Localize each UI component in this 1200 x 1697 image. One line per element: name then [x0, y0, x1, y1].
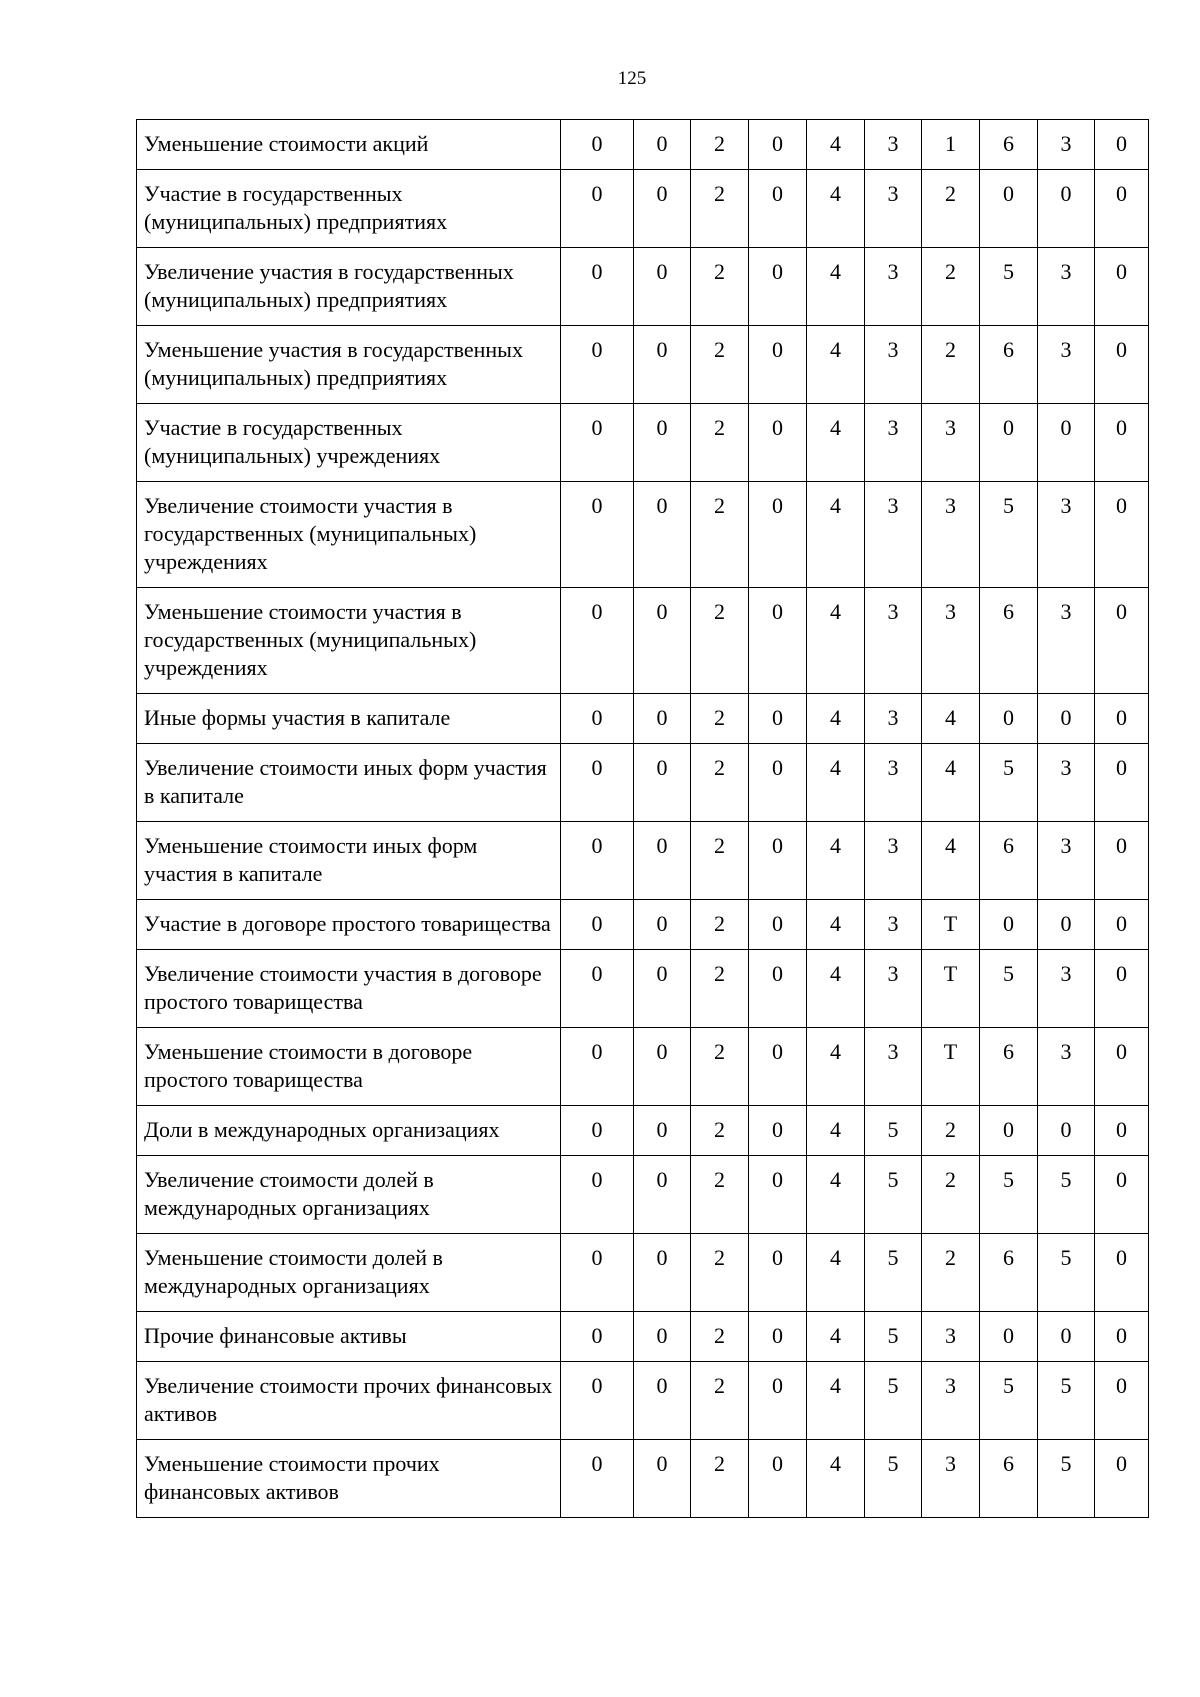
code-digit-cell: 6: [980, 1028, 1038, 1106]
code-digit-cell: 0: [749, 1156, 807, 1234]
code-digit-cell: 4: [807, 1028, 865, 1106]
code-digit-cell: 0: [634, 1312, 691, 1362]
code-digit-cell: 6: [980, 326, 1038, 404]
code-digit-cell: 0: [634, 1106, 691, 1156]
row-name-cell: Доли в международных организациях: [137, 1106, 561, 1156]
row-name-cell: Увеличение стоимости иных форм участия в капитале: [137, 744, 561, 822]
code-digit-cell: 3: [1038, 822, 1095, 900]
code-digit-cell: 3: [865, 950, 922, 1028]
code-digit-cell: 5: [1038, 1362, 1095, 1440]
code-digit-cell: 4: [807, 900, 865, 950]
table-row: [137, 1440, 1149, 1518]
code-digit-cell: 4: [922, 822, 980, 900]
row-name-cell: Участие в государственных (муниципальных) предприятиях: [137, 170, 561, 248]
code-digit-cell: 2: [922, 170, 980, 248]
code-digit-cell: 5: [1038, 1156, 1095, 1234]
code-digit-cell: 6: [980, 1440, 1038, 1518]
row-name-cell: Увеличение стоимости участия в договоре простого товарищества: [137, 950, 561, 1028]
row-name-cell: Увеличение стоимости участия в государственных (муниципальных) учреждениях: [137, 482, 561, 588]
code-digit-cell: 0: [749, 900, 807, 950]
code-digit-cell: 0: [1095, 1234, 1149, 1312]
code-digit-cell: 4: [807, 1440, 865, 1518]
code-digit-cell: 2: [922, 1234, 980, 1312]
code-digit-cell: 5: [865, 1106, 922, 1156]
code-digit-cell: 0: [749, 1234, 807, 1312]
code-digit-cell: 2: [691, 404, 749, 482]
table-row: [137, 1106, 1149, 1156]
code-digit-cell: 3: [865, 326, 922, 404]
code-digit-cell: 4: [807, 120, 865, 170]
code-digit-cell: 4: [807, 1362, 865, 1440]
code-digit-cell: 0: [749, 1440, 807, 1518]
code-digit-cell: 4: [807, 1156, 865, 1234]
code-digit-cell: 0: [1038, 1106, 1095, 1156]
table-row: [137, 588, 1149, 694]
code-digit-cell: 3: [1038, 326, 1095, 404]
code-digit-cell: 0: [749, 1028, 807, 1106]
row-name-cell: Увеличение стоимости прочих финансовых активов: [137, 1362, 561, 1440]
code-digit-cell: 2: [691, 588, 749, 694]
code-digit-cell: 0: [634, 1028, 691, 1106]
code-digit-cell: 2: [691, 822, 749, 900]
code-digit-cell: 0: [561, 588, 634, 694]
code-digit-cell: 0: [749, 744, 807, 822]
code-digit-cell: 3: [1038, 482, 1095, 588]
code-digit-cell: 5: [980, 1156, 1038, 1234]
code-digit-cell: 3: [865, 588, 922, 694]
code-digit-cell: 0: [561, 404, 634, 482]
code-digit-cell: 3: [1038, 120, 1095, 170]
code-digit-cell: 0: [561, 1312, 634, 1362]
code-digit-cell: 3: [1038, 950, 1095, 1028]
code-digit-cell: 2: [691, 248, 749, 326]
table-row: [137, 170, 1149, 248]
code-digit-cell: 5: [1038, 1234, 1095, 1312]
code-digit-cell: 2: [691, 1028, 749, 1106]
code-digit-cell: 2: [691, 1362, 749, 1440]
code-digit-cell: 4: [807, 404, 865, 482]
code-digit-cell: 3: [865, 694, 922, 744]
code-digit-cell: 4: [807, 482, 865, 588]
code-digit-cell: 0: [561, 1028, 634, 1106]
code-digit-cell: 0: [634, 170, 691, 248]
code-digit-cell: 0: [634, 404, 691, 482]
code-digit-cell: 6: [980, 822, 1038, 900]
code-digit-cell: 0: [561, 1234, 634, 1312]
table-row: [137, 1234, 1149, 1312]
code-digit-cell: 5: [865, 1440, 922, 1518]
code-digit-cell: 0: [634, 1362, 691, 1440]
code-digit-cell: 0: [1095, 482, 1149, 588]
row-name-cell: Участие в государственных (муниципальных) учреждениях: [137, 404, 561, 482]
code-digit-cell: 2: [922, 1156, 980, 1234]
code-digit-cell: 0: [561, 1440, 634, 1518]
code-digit-cell: 0: [634, 588, 691, 694]
code-digit-cell: Т: [922, 900, 980, 950]
code-digit-cell: 0: [749, 1106, 807, 1156]
code-digit-cell: 2: [691, 1234, 749, 1312]
table-row: [137, 404, 1149, 482]
code-digit-cell: 2: [922, 248, 980, 326]
code-digit-cell: 0: [980, 694, 1038, 744]
row-name-cell: Уменьшение стоимости в договоре простого товарищества: [137, 1028, 561, 1106]
code-digit-cell: 0: [634, 1234, 691, 1312]
row-name-cell: Участие в договоре простого товарищества: [137, 900, 561, 950]
code-digit-cell: 3: [922, 1312, 980, 1362]
code-digit-cell: 3: [865, 404, 922, 482]
code-digit-cell: 0: [634, 1440, 691, 1518]
row-name-cell: Уменьшение стоимости иных форм участия в капитале: [137, 822, 561, 900]
code-digit-cell: 0: [634, 326, 691, 404]
code-digit-cell: 0: [561, 120, 634, 170]
table-row: [137, 326, 1149, 404]
code-digit-cell: 2: [691, 744, 749, 822]
code-digit-cell: 3: [922, 1362, 980, 1440]
code-digit-cell: 0: [1095, 170, 1149, 248]
code-digit-cell: 0: [980, 900, 1038, 950]
code-digit-cell: 0: [749, 120, 807, 170]
code-digit-cell: 3: [865, 482, 922, 588]
code-digit-cell: Т: [922, 1028, 980, 1106]
table-row: [137, 744, 1149, 822]
code-digit-cell: 0: [749, 404, 807, 482]
table-row: [137, 1156, 1149, 1234]
code-digit-cell: 0: [561, 482, 634, 588]
code-digit-cell: 3: [865, 822, 922, 900]
code-digit-cell: 4: [807, 1234, 865, 1312]
code-digit-cell: 0: [1038, 404, 1095, 482]
code-digit-cell: 0: [749, 326, 807, 404]
code-digit-cell: 0: [980, 404, 1038, 482]
table-row: [137, 1312, 1149, 1362]
code-digit-cell: 4: [922, 694, 980, 744]
code-digit-cell: 5: [1038, 1440, 1095, 1518]
code-digit-cell: 3: [865, 120, 922, 170]
code-digit-cell: 5: [980, 950, 1038, 1028]
row-name-cell: Увеличение участия в государственных (муниципальных) предприятиях: [137, 248, 561, 326]
code-digit-cell: 2: [691, 1440, 749, 1518]
code-digit-cell: 0: [1095, 1028, 1149, 1106]
code-digit-cell: 0: [749, 588, 807, 694]
code-digit-cell: 4: [807, 744, 865, 822]
code-digit-cell: 4: [807, 1106, 865, 1156]
code-digit-cell: 0: [980, 170, 1038, 248]
code-digit-cell: 0: [749, 822, 807, 900]
table-row: [137, 694, 1149, 744]
code-digit-cell: 2: [691, 900, 749, 950]
code-digit-cell: 4: [807, 694, 865, 744]
code-digit-cell: 1: [922, 120, 980, 170]
row-name-cell: Уменьшение стоимости участия в государственных (муниципальных) учреждениях: [137, 588, 561, 694]
code-digit-cell: 3: [922, 404, 980, 482]
code-digit-cell: 0: [561, 1156, 634, 1234]
code-digit-cell: 5: [980, 248, 1038, 326]
code-digit-cell: 0: [634, 248, 691, 326]
code-digit-cell: 2: [691, 1106, 749, 1156]
code-digit-cell: 5: [865, 1234, 922, 1312]
code-digit-cell: 0: [1095, 248, 1149, 326]
code-digit-cell: 0: [980, 1106, 1038, 1156]
code-digit-cell: 0: [749, 950, 807, 1028]
code-digit-cell: 0: [561, 248, 634, 326]
table-row: [137, 248, 1149, 326]
code-digit-cell: 3: [1038, 744, 1095, 822]
code-digit-cell: 0: [561, 950, 634, 1028]
code-digit-cell: 0: [749, 482, 807, 588]
code-digit-cell: 0: [1095, 694, 1149, 744]
table-row: [137, 900, 1149, 950]
table-row: [137, 950, 1149, 1028]
code-digit-cell: 0: [634, 1156, 691, 1234]
code-digit-cell: 4: [807, 326, 865, 404]
code-digit-cell: 0: [634, 950, 691, 1028]
code-digit-cell: 0: [634, 482, 691, 588]
code-digit-cell: 2: [691, 694, 749, 744]
code-digit-cell: 0: [1095, 950, 1149, 1028]
code-digit-cell: 0: [634, 694, 691, 744]
code-digit-cell: 5: [865, 1156, 922, 1234]
row-name-cell: Прочие финансовые активы: [137, 1312, 561, 1362]
code-digit-cell: 0: [1038, 900, 1095, 950]
table-row: [137, 120, 1149, 170]
code-digit-cell: 2: [691, 950, 749, 1028]
classification-table: [136, 119, 1149, 1518]
code-digit-cell: 2: [691, 170, 749, 248]
code-digit-cell: 5: [980, 744, 1038, 822]
code-digit-cell: 3: [922, 482, 980, 588]
code-digit-cell: 3: [922, 588, 980, 694]
code-digit-cell: 0: [561, 1106, 634, 1156]
code-digit-cell: 5: [865, 1312, 922, 1362]
code-digit-cell: 3: [922, 1440, 980, 1518]
table-row: [137, 482, 1149, 588]
code-digit-cell: 5: [980, 1362, 1038, 1440]
code-digit-cell: 0: [561, 744, 634, 822]
code-digit-cell: 2: [922, 1106, 980, 1156]
code-digit-cell: 2: [922, 326, 980, 404]
code-digit-cell: 4: [922, 744, 980, 822]
code-digit-cell: 4: [807, 170, 865, 248]
code-digit-cell: 5: [980, 482, 1038, 588]
code-digit-cell: 0: [749, 248, 807, 326]
code-digit-cell: 4: [807, 1312, 865, 1362]
code-digit-cell: 0: [1095, 1440, 1149, 1518]
code-digit-cell: 0: [634, 744, 691, 822]
code-digit-cell: 2: [691, 1312, 749, 1362]
code-digit-cell: 0: [1095, 1156, 1149, 1234]
row-name-cell: Иные формы участия в капитале: [137, 694, 561, 744]
code-digit-cell: 4: [807, 950, 865, 1028]
code-digit-cell: 3: [865, 1028, 922, 1106]
code-digit-cell: 2: [691, 120, 749, 170]
code-digit-cell: 0: [749, 170, 807, 248]
code-digit-cell: 6: [980, 588, 1038, 694]
code-digit-cell: 0: [1095, 120, 1149, 170]
code-digit-cell: 0: [634, 822, 691, 900]
code-digit-cell: 0: [1095, 404, 1149, 482]
code-digit-cell: 5: [865, 1362, 922, 1440]
code-digit-cell: 0: [561, 900, 634, 950]
code-digit-cell: 0: [749, 1312, 807, 1362]
code-digit-cell: 0: [1038, 1312, 1095, 1362]
row-name-cell: Уменьшение стоимости долей в международных организациях: [137, 1234, 561, 1312]
code-digit-cell: 0: [980, 1312, 1038, 1362]
table-body: [137, 120, 1149, 1518]
row-name-cell: Уменьшение участия в государственных (муниципальных) предприятиях: [137, 326, 561, 404]
code-digit-cell: 0: [1038, 694, 1095, 744]
code-digit-cell: 0: [561, 170, 634, 248]
page-number: 125: [617, 68, 647, 89]
code-digit-cell: 0: [561, 694, 634, 744]
code-digit-cell: 0: [1038, 170, 1095, 248]
code-digit-cell: 0: [634, 900, 691, 950]
code-digit-cell: 0: [1095, 1362, 1149, 1440]
code-digit-cell: 4: [807, 822, 865, 900]
code-digit-cell: 2: [691, 1156, 749, 1234]
code-digit-cell: 0: [1095, 900, 1149, 950]
code-digit-cell: 4: [807, 248, 865, 326]
table-row: [137, 822, 1149, 900]
code-digit-cell: 0: [1095, 822, 1149, 900]
row-name-cell: Уменьшение стоимости прочих финансовых активов: [137, 1440, 561, 1518]
code-digit-cell: 6: [980, 120, 1038, 170]
table-row: [137, 1028, 1149, 1106]
code-digit-cell: 3: [865, 170, 922, 248]
code-digit-cell: 0: [1095, 588, 1149, 694]
code-digit-cell: 3: [865, 744, 922, 822]
table-row: [137, 1362, 1149, 1440]
code-digit-cell: 0: [561, 822, 634, 900]
code-digit-cell: 0: [749, 694, 807, 744]
code-digit-cell: 0: [749, 1362, 807, 1440]
code-digit-cell: 6: [980, 1234, 1038, 1312]
code-digit-cell: 3: [865, 248, 922, 326]
code-digit-cell: 3: [1038, 248, 1095, 326]
code-digit-cell: 0: [1095, 1312, 1149, 1362]
code-digit-cell: 2: [691, 482, 749, 588]
code-digit-cell: 3: [1038, 588, 1095, 694]
code-digit-cell: 0: [1095, 326, 1149, 404]
code-digit-cell: 0: [634, 120, 691, 170]
code-digit-cell: 0: [561, 326, 634, 404]
code-digit-cell: 2: [691, 326, 749, 404]
code-digit-cell: 0: [1095, 744, 1149, 822]
code-digit-cell: 3: [865, 900, 922, 950]
code-digit-cell: 3: [1038, 1028, 1095, 1106]
code-digit-cell: Т: [922, 950, 980, 1028]
code-digit-cell: 0: [1095, 1106, 1149, 1156]
code-digit-cell: 4: [807, 588, 865, 694]
code-digit-cell: 0: [561, 1362, 634, 1440]
row-name-cell: Увеличение стоимости долей в международных организациях: [137, 1156, 561, 1234]
row-name-cell: Уменьшение стоимости акций: [137, 120, 561, 170]
